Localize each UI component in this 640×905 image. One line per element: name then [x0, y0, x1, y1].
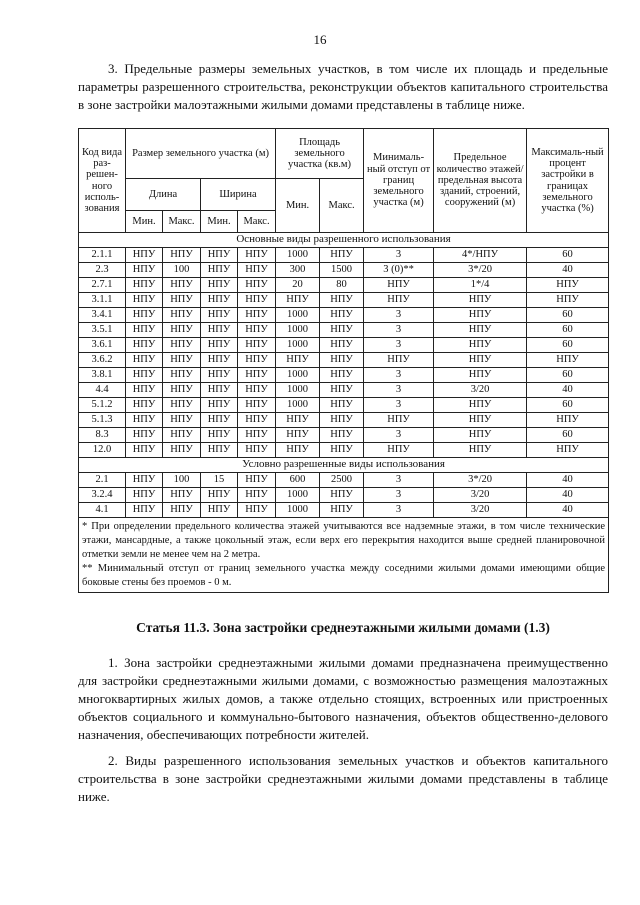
table-row [79, 293, 609, 308]
table-cell: НПУ [320, 323, 364, 338]
table-cell: НПУ [201, 428, 238, 443]
table-cell: НПУ [364, 443, 434, 458]
table-cell: НПУ [320, 503, 364, 518]
table-row [79, 353, 609, 368]
table-cell: 12.0 [79, 443, 126, 458]
table-cell: 3/20 [434, 383, 527, 398]
note-1: * При определении предельного количества этажей учитываются все надземные этажи, в том числе технические этажи, мансардные, а также цокольный этаж, если верх его перекрытия находится выше средней планировочной отметки земли не менее чем на 2 метра. [82, 521, 606, 560]
table-cell: 100 [163, 263, 201, 278]
table-cell: 1000 [276, 338, 320, 353]
table-cell: 60 [527, 398, 609, 413]
table-cell: НПУ [201, 323, 238, 338]
table-cell: 2.3 [79, 263, 126, 278]
header-width-max: Макс. [238, 211, 276, 233]
table-cell: НПУ [201, 338, 238, 353]
table-cell: 1000 [276, 368, 320, 383]
table-cell: НПУ [320, 428, 364, 443]
table-row [79, 338, 609, 353]
header-length-max: Макс. [163, 211, 201, 233]
table-cell: НПУ [126, 413, 163, 428]
table-cell: 3 [364, 308, 434, 323]
table-cell: 3.5.1 [79, 323, 126, 338]
table-cell: НПУ [434, 293, 527, 308]
table-cell: НПУ [320, 338, 364, 353]
table-cell: НПУ [163, 278, 201, 293]
table-cell: НПУ [364, 413, 434, 428]
table-cell: 1000 [276, 398, 320, 413]
table-cell: НПУ [527, 443, 609, 458]
table-cell: НПУ [126, 368, 163, 383]
table-cell: НПУ [163, 353, 201, 368]
table-cell: НПУ [126, 488, 163, 503]
table-row [79, 278, 609, 293]
table-cell: 60 [527, 323, 609, 338]
table-cell: НПУ [434, 323, 527, 338]
table-cell: НПУ [238, 293, 276, 308]
section-conditional-uses-label: Условно разрешенные виды использования [79, 458, 609, 473]
table-cell: 1000 [276, 308, 320, 323]
table-cell: 5.1.2 [79, 398, 126, 413]
table-cell: НПУ [126, 428, 163, 443]
table-cell: НПУ [527, 278, 609, 293]
header-min-setback: Минималь-ный отступ от границ земельного участка (м) [364, 129, 434, 233]
page-number: 16 [313, 32, 327, 47]
table-cell: 60 [527, 368, 609, 383]
note-2: ** Минимальный отступ от границ земельного участка между соседними жилыми домами имеющими общие боковые стены без проемов - 0 м. [82, 563, 606, 588]
table-cell: 1500 [320, 263, 364, 278]
table-cell: 2500 [320, 473, 364, 488]
table-cell: НПУ [126, 383, 163, 398]
table-cell: НПУ [527, 353, 609, 368]
plot-parameters-table [78, 128, 609, 593]
table-cell: НПУ [126, 293, 163, 308]
table-cell: 100 [163, 473, 201, 488]
table-cell: НПУ [238, 443, 276, 458]
table-cell: НПУ [434, 443, 527, 458]
table-cell: 60 [527, 338, 609, 353]
table-cell: НПУ [163, 338, 201, 353]
table-cell: 40 [527, 383, 609, 398]
table-cell: 3.6.2 [79, 353, 126, 368]
table-row [79, 443, 609, 458]
table-cell: НПУ [434, 368, 527, 383]
table-cell: 1000 [276, 503, 320, 518]
table-cell: НПУ [238, 353, 276, 368]
header-area-max: Макс. [320, 179, 364, 233]
table-cell: 3 [364, 323, 434, 338]
table-cell: НПУ [276, 428, 320, 443]
table-cell: НПУ [276, 293, 320, 308]
table-cell: НПУ [320, 413, 364, 428]
table-row [79, 398, 609, 413]
table-cell: НПУ [163, 368, 201, 383]
table-cell: НПУ [238, 398, 276, 413]
table-cell: НПУ [201, 383, 238, 398]
table-cell: НПУ [320, 488, 364, 503]
table-cell: 3/20 [434, 503, 527, 518]
table-cell: НПУ [126, 503, 163, 518]
table-cell: 3.4.1 [79, 308, 126, 323]
header-length-min: Мин. [126, 211, 163, 233]
table-cell: 60 [527, 308, 609, 323]
table-cell: НПУ [126, 248, 163, 263]
table-cell: НПУ [163, 428, 201, 443]
table-cell: 300 [276, 263, 320, 278]
table-cell: 1*/4 [434, 278, 527, 293]
table-cell: НПУ [126, 263, 163, 278]
table-cell: 1000 [276, 248, 320, 263]
table-cell: 3 (0)** [364, 263, 434, 278]
table-cell: НПУ [434, 398, 527, 413]
table-cell: НПУ [320, 443, 364, 458]
table-cell: НПУ [320, 398, 364, 413]
table-cell: НПУ [320, 308, 364, 323]
table-cell: НПУ [238, 248, 276, 263]
table-cell: НПУ [201, 398, 238, 413]
table-cell: НПУ [320, 368, 364, 383]
table-cell: НПУ [201, 368, 238, 383]
table-cell: НПУ [434, 338, 527, 353]
table-cell: НПУ [163, 248, 201, 263]
table-cell: НПУ [320, 383, 364, 398]
table-cell: 40 [527, 263, 609, 278]
table-row [79, 308, 609, 323]
table-cell: НПУ [163, 488, 201, 503]
table-cell: НПУ [238, 473, 276, 488]
table-cell: НПУ [201, 308, 238, 323]
table-cell: НПУ [163, 443, 201, 458]
table-notes [79, 518, 609, 593]
table-cell: НПУ [527, 293, 609, 308]
table-cell: НПУ [320, 248, 364, 263]
table-cell: НПУ [276, 443, 320, 458]
header-max-coverage: Максималь-ный процент застройки в границах земельного участка (%) [527, 129, 609, 233]
table-cell: НПУ [126, 473, 163, 488]
table-cell: НПУ [163, 398, 201, 413]
table-cell: НПУ [163, 308, 201, 323]
table-cell: НПУ [163, 383, 201, 398]
header-length: Длина [126, 179, 201, 211]
table-cell: 5.1.3 [79, 413, 126, 428]
table-cell: 15 [201, 473, 238, 488]
table-cell: НПУ [238, 368, 276, 383]
table-cell: НПУ [163, 323, 201, 338]
table-cell: НПУ [364, 278, 434, 293]
table-cell: 4.4 [79, 383, 126, 398]
table-cell: 3 [364, 473, 434, 488]
table-cell: НПУ [238, 338, 276, 353]
table-cell: 2.1 [79, 473, 126, 488]
table-cell: НПУ [434, 413, 527, 428]
table-cell: НПУ [364, 293, 434, 308]
table-cell: 3 [364, 488, 434, 503]
table-cell: НПУ [126, 443, 163, 458]
table-cell: 3.8.1 [79, 368, 126, 383]
table-cell: 8.3 [79, 428, 126, 443]
table-cell: 1000 [276, 383, 320, 398]
table-cell: 4*/НПУ [434, 248, 527, 263]
table-cell: 3.2.4 [79, 488, 126, 503]
table-cell: НПУ [163, 503, 201, 518]
table-row [79, 263, 609, 278]
section-main-uses-label: Основные виды разрешенного использования [79, 233, 609, 248]
table-cell: НПУ [238, 383, 276, 398]
paragraph-2: 2. Виды разрешенного использования земельных участков и объектов капитального строительства в зоне застройки среднеэтажными жилыми домами представлены в таблице ниже. [78, 753, 608, 804]
table-cell: НПУ [320, 293, 364, 308]
table-cell: 3/20 [434, 488, 527, 503]
table-cell: НПУ [238, 278, 276, 293]
table-cell: 1000 [276, 488, 320, 503]
intro-paragraph: 3. Предельные размеры земельных участков, в том числе их площадь и предельные параметры разрешенного строительства, реконструкции объектов капитального строительства в зоне застройки малоэтажными жилыми домами представлены в таблице ниже. [78, 61, 608, 112]
table-cell: НПУ [527, 413, 609, 428]
table-cell: 80 [320, 278, 364, 293]
table-cell: НПУ [126, 338, 163, 353]
table-cell: НПУ [434, 308, 527, 323]
section-conditional-uses [79, 458, 609, 473]
table-cell: НПУ [238, 323, 276, 338]
table-cell: НПУ [238, 488, 276, 503]
table-row [79, 323, 609, 338]
table-cell: 20 [276, 278, 320, 293]
table-cell: 3.1.1 [79, 293, 126, 308]
table-cell: 60 [527, 428, 609, 443]
table-cell: 40 [527, 488, 609, 503]
table-cell: НПУ [126, 323, 163, 338]
header-plot-size: Размер земельного участка (м) [126, 129, 276, 179]
table-cell: 3 [364, 368, 434, 383]
header-code: Код вида раз-решен-ного исполь-зования [79, 129, 126, 233]
table-cell: НПУ [238, 263, 276, 278]
table-cell: НПУ [126, 308, 163, 323]
table-cell: НПУ [276, 413, 320, 428]
table-cell: НПУ [201, 248, 238, 263]
table-cell: 1000 [276, 323, 320, 338]
table-cell: НПУ [163, 293, 201, 308]
table-cell: 40 [527, 473, 609, 488]
table-cell: 3 [364, 398, 434, 413]
table-cell: НПУ [126, 398, 163, 413]
header-width: Ширина [201, 179, 276, 211]
table-cell: 3.6.1 [79, 338, 126, 353]
table-cell: НПУ [238, 428, 276, 443]
paragraph-1: 1. Зона застройки среднеэтажными жилыми домами предназначена преимущественно для застройки среднеэтажными жилыми домами, с возможностью размещения малоэтажных многоквартирных жилых домов, а также отдельно стоящих, встроенных или пристроенных объектов социального и коммунально-бытового назначения, объектов общественно-делового назначения, обеспечивающих потребности жителей. [78, 655, 608, 742]
table-cell: НПУ [434, 428, 527, 443]
table-cell: НПУ [201, 503, 238, 518]
table-row [79, 473, 609, 488]
article-heading: Статья 11.3. Зона застройки среднеэтажными жилыми домами (1.3) [136, 620, 550, 635]
table-cell: НПУ [201, 443, 238, 458]
table-cell: 60 [527, 248, 609, 263]
header-max-floors: Предельное количество этажей/ предельная высота зданий, строений, сооружений (м) [434, 129, 527, 233]
table-cell: НПУ [364, 353, 434, 368]
table-cell: НПУ [320, 353, 364, 368]
table-cell: НПУ [238, 413, 276, 428]
table-cell: НПУ [201, 278, 238, 293]
table-cell: 3*/20 [434, 263, 527, 278]
table-row [79, 383, 609, 398]
table-cell: НПУ [201, 488, 238, 503]
section-main-uses [79, 233, 609, 248]
table-cell: 3 [364, 248, 434, 263]
header-width-min: Мин. [201, 211, 238, 233]
table-cell: 3 [364, 383, 434, 398]
notes-row [79, 518, 609, 593]
table-cell: 3 [364, 338, 434, 353]
table-cell: 3*/20 [434, 473, 527, 488]
table-cell: НПУ [201, 413, 238, 428]
table-cell: НПУ [201, 293, 238, 308]
table-cell: НПУ [434, 353, 527, 368]
table-row [79, 428, 609, 443]
table-cell: НПУ [126, 353, 163, 368]
table-cell: 600 [276, 473, 320, 488]
header-area: Площадь земельного участка (кв.м) [276, 129, 364, 179]
table-cell: 2.7.1 [79, 278, 126, 293]
table-cell: НПУ [201, 353, 238, 368]
table-cell: НПУ [126, 278, 163, 293]
table-cell: 40 [527, 503, 609, 518]
header-area-min: Мин. [276, 179, 320, 233]
table-cell: 2.1.1 [79, 248, 126, 263]
table-cell: 4.1 [79, 503, 126, 518]
table-row [79, 368, 609, 383]
table-cell: НПУ [276, 353, 320, 368]
table-cell: 3 [364, 428, 434, 443]
table-cell: НПУ [238, 503, 276, 518]
table-row [79, 413, 609, 428]
table-cell: 3 [364, 503, 434, 518]
table-row [79, 488, 609, 503]
table-cell: НПУ [163, 413, 201, 428]
table-row [79, 248, 609, 263]
table-cell: НПУ [238, 308, 276, 323]
table-row [79, 503, 609, 518]
table-cell: НПУ [201, 263, 238, 278]
